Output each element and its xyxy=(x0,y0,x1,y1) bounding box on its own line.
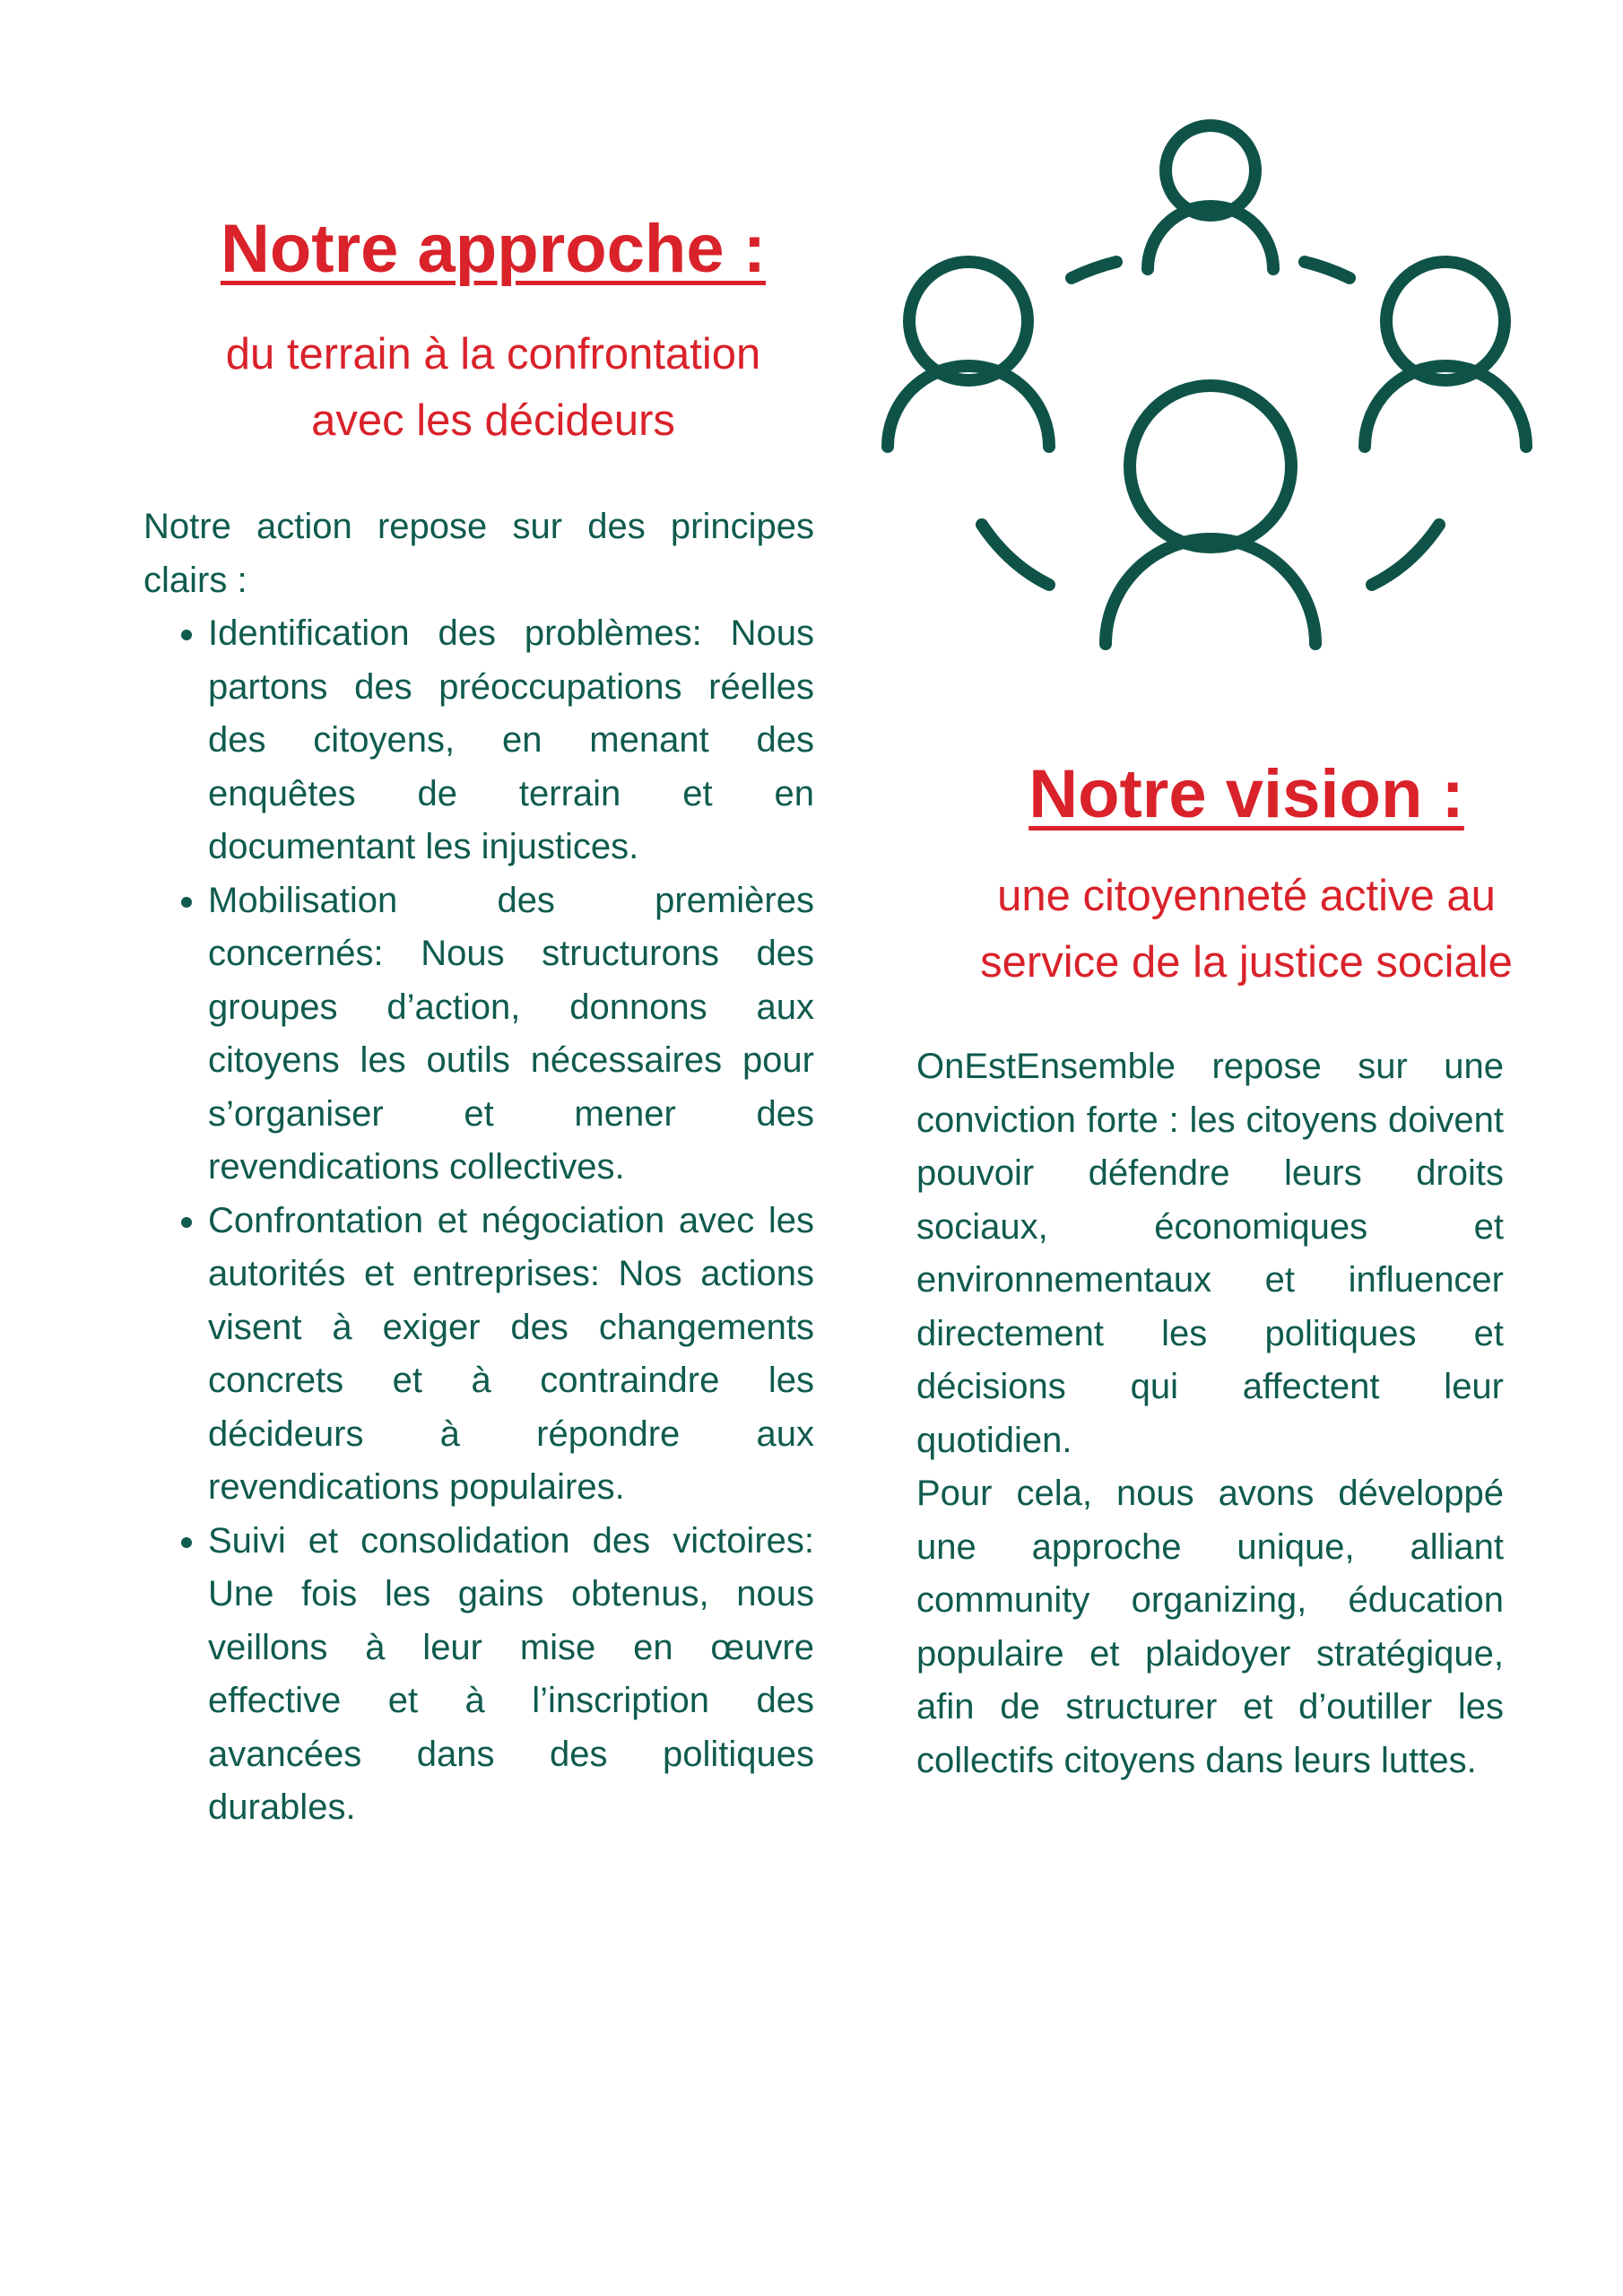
vision-subtitle-line2: service de la justice sociale xyxy=(980,938,1513,987)
person-right-icon xyxy=(1365,262,1526,447)
vision-subtitle xyxy=(897,863,1596,996)
community-circle-icon xyxy=(879,117,1542,664)
vision-body xyxy=(916,1040,1504,1787)
vision-subtitle-line1: une citoyenneté active au xyxy=(997,872,1496,920)
connector-arc-bottom-right xyxy=(1372,525,1439,585)
approach-subtitle-line2: avec les décideurs xyxy=(311,396,675,445)
approach-intro: Notre action repose sur des principes clairs : xyxy=(143,507,814,600)
vision-title: Notre vision : xyxy=(1028,756,1464,832)
person-left-icon xyxy=(888,262,1049,447)
approach-principles-list xyxy=(143,607,814,1835)
vision-paragraph: Pour cela, nous avons développé une approche unique, alliant community organizing, éducation populaire et plaidoyer stratégique, afin de structurer et d’outiller les collectifs citoyens dans leurs luttes. xyxy=(916,1474,1504,1780)
list-item: • Identification des problèmes: Nous partons des préoccupations réelles des citoyens, en menant des enquêtes de terrain et en documentant les injustices. xyxy=(208,607,814,874)
person-center-icon xyxy=(1106,386,1315,644)
approach-subtitle xyxy=(126,321,861,454)
list-item: • Mobilisation des premières concernés: Nous structurons des groupes d’action, donnons aux citoyens les outils nécessaires pour s’organiser et mener des revendications collectives. xyxy=(208,874,814,1195)
vision-paragraph: OnEstEnsemble repose sur une conviction forte : les citoyens doivent pouvoir défendre leurs droits sociaux, économiques et environnementaux et influencer directement les politiques et décisions qui affectent leur quotidien. xyxy=(916,1047,1504,1460)
approach-title: Notre approche : xyxy=(220,211,767,287)
list-item: • Confrontation et négociation avec les autorités et entreprises: Nos actions visent à exiger des changements concrets et à contraindre les décideurs à répondre aux revendications populaires. xyxy=(208,1195,814,1515)
approach-body xyxy=(143,500,814,1835)
connector-arc-bottom-left xyxy=(982,525,1049,585)
list-item: • Suivi et consolidation des victoires: Une fois les gains obtenus, nous veillons à leur mise en œuvre effective et à l’inscription des avancées dans des politiques durables. xyxy=(208,1515,814,1835)
person-top-icon xyxy=(1148,126,1273,269)
approach-subtitle-line1: du terrain à la confrontation xyxy=(225,330,761,378)
connector-arc-top-right xyxy=(1305,262,1350,278)
connector-arc-top-left xyxy=(1072,262,1116,278)
